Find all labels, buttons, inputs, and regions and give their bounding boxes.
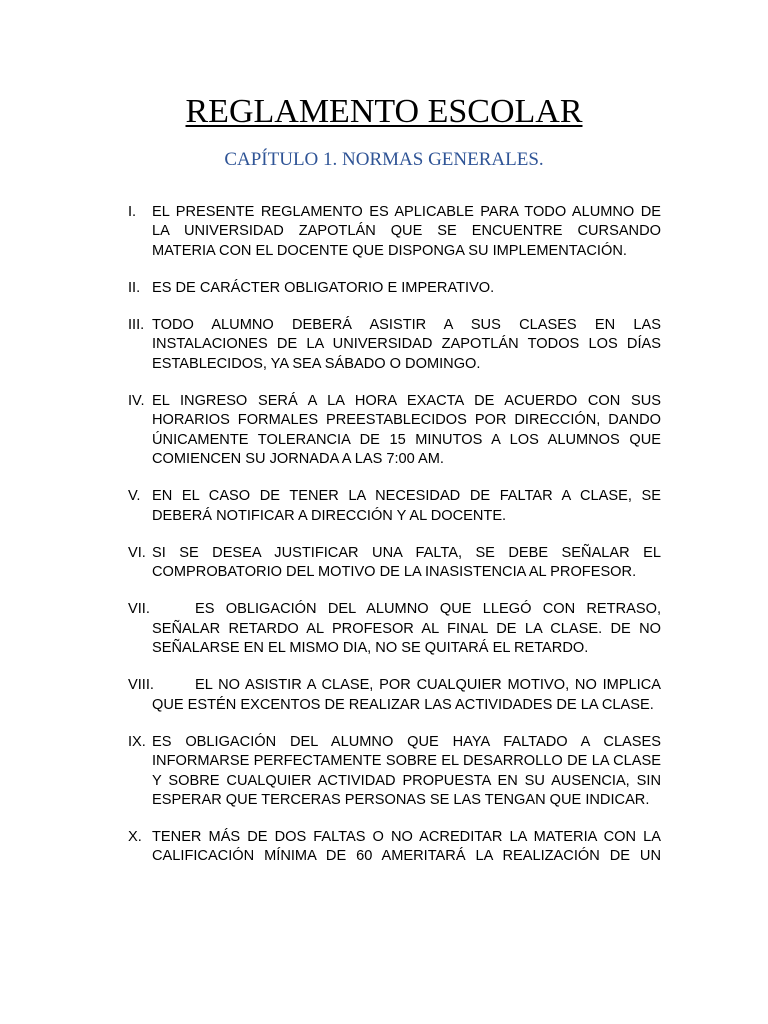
- rule-item: [125, 676, 661, 715]
- rule-item: [125, 279, 661, 298]
- rule-number: VII.: [128, 601, 150, 618]
- rule-item: [125, 828, 661, 867]
- rule-item: [125, 487, 661, 526]
- rule-number: VI.: [128, 544, 146, 561]
- rule-number: III.: [128, 317, 145, 334]
- rule-item: [125, 316, 661, 374]
- document-title: REGLAMENTO ESCOLAR: [185, 93, 583, 130]
- rule-text: SI SE DESEA JUSTIFICAR UNA FALTA, SE DEBE SEÑALAR EL COMPROBATORIO DEL MOTIVO DE LA INASISTENCIA AL PROFESOR.: [152, 544, 661, 581]
- rule-text: EL INGRESO SERÁ A LA HORA EXACTA DE ACUERDO CON SUS HORARIOS FORMALES PREESTABLECIDOS POR DIRECCIÓN, DANDO ÚNICAMENTE TOLERANCIA DE 15 MINUTOS A LOS ALUMNOS QUE COMIENCEN SU JORNADA A LAS 7:00 AM.: [152, 393, 661, 467]
- rule-number: IV.: [128, 393, 145, 410]
- rule-number: II.: [128, 279, 141, 296]
- rule-item: [125, 600, 661, 658]
- rule-text: ES OBLIGACIÓN DEL ALUMNO QUE LLEGÓ CON RETRASO, SEÑALAR RETARDO AL PROFESOR AL FINAL DE LA CLASE. DE NO SEÑALARSE EN EL MISMO DIA, NO SE QUITARÁ EL RETARDO.: [152, 601, 661, 657]
- rule-text: ES OBLIGACIÓN DEL ALUMNO QUE HAYA FALTADO A CLASES INFORMARSE PERFECTAMENTE SOBRE EL DESARROLLO DE LA CLASE Y SOBRE CUALQUIER ACTIVIDAD PROPUESTA EN SU AUSENCIA, SIN ESPERAR QUE TERCERAS PERSONAS SE LAS TENGAN QUE INDICAR.: [152, 733, 661, 808]
- rule-item: [125, 203, 661, 261]
- rule-number: VIII.: [128, 677, 154, 694]
- rule-number: V.: [128, 488, 141, 505]
- rule-text: EL PRESENTE REGLAMENTO ES APLICABLE PARA TODO ALUMNO DE LA UNIVERSIDAD ZAPOTLÁN QUE SE ENCUENTRE CURSANDO MATERIA CON EL DOCENTE QUE DISPONGA SU IMPLEMENTACIÓN.: [152, 204, 661, 259]
- rule-item: [125, 544, 661, 583]
- rule-text: ES DE CARÁCTER OBLIGATORIO E IMPERATIVO.: [152, 279, 495, 296]
- rule-number: I.: [128, 204, 137, 220]
- rule-text: TODO ALUMNO DEBERÁ ASISTIR A SUS CLASES EN LAS INSTALACIONES DE LA UNIVERSIDAD ZAPOTLÁN TODOS LOS DÍAS ESTABLECIDOS, YA SEA SÁBADO O DOMINGO.: [152, 317, 661, 372]
- chapter-title: CAPÍTULO 1. NORMAS GENERALES.: [224, 149, 544, 170]
- rule-item: [125, 733, 661, 810]
- rule-item: [125, 392, 661, 469]
- rule-text: EL NO ASISTIR A CLASE, POR CUALQUIER MOTIVO, NO IMPLICA QUE ESTÉN EXCENTOS DE REALIZAR LAS ACTIVIDADES DE LA CLASE.: [152, 677, 661, 713]
- rule-text: EN EL CASO DE TENER LA NECESIDAD DE FALTAR A CLASE, SE DEBERÁ NOTIFICAR A DIRECCIÓN Y AL DOCENTE.: [152, 488, 661, 524]
- rule-text: TENER MÁS DE DOS FALTAS O NO ACREDITAR LA MATERIA CON LA CALIFICACIÓN MÍNIMA DE 60 AMERITARÁ LA REALIZACIÓN DE UN: [152, 829, 661, 865]
- rule-number: X.: [128, 829, 142, 846]
- rules-list: [125, 203, 661, 885]
- rule-number: IX.: [128, 733, 146, 750]
